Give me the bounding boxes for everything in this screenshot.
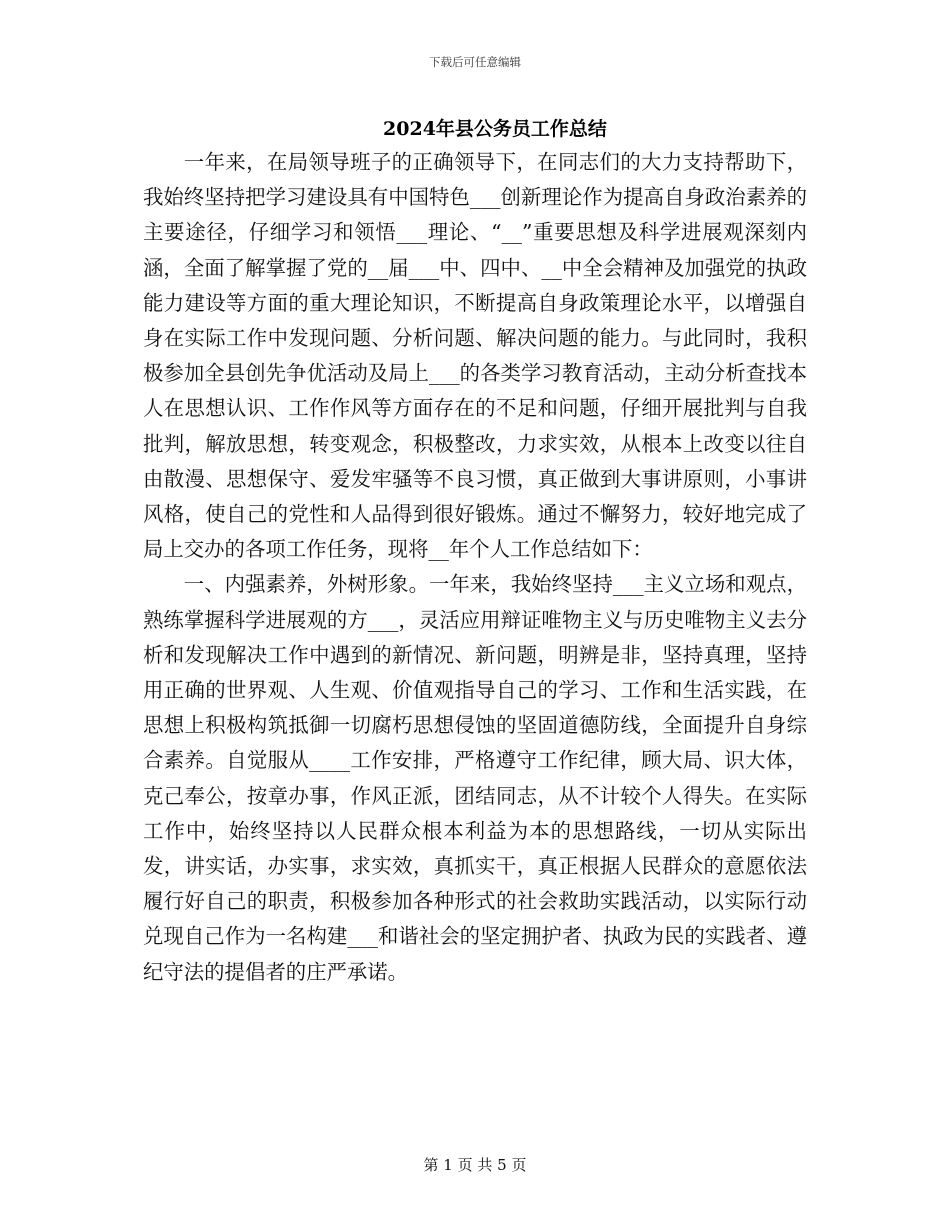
document-body	[143, 145, 807, 990]
paragraph-intro: 一年来，在局领导班子的正确领导下，在同志们的大力支持帮助下，我始终坚持把学习建设具有中国特色___创新理论作为提高自身政治素养的主要途径，仔细学习和领悟___理论、“__”重要思想及科学进展观深刻内涵，全面了解掌握了党的__届___中、四中、__中全会精神及加强党的执政能力建设等方面的重大理论知识，不断提高自身政策理论水平，以增强自身在实际工作中发现问题、分析问题、解决问题的能力。与此同时，我积极参加全县创先争优活动及局上___的各类学习教育活动，主动分析查找本人在思想认识、工作作风等方面存在的不足和问题，仔细开展批判与自我批判，解放思想，转变观念，积极整改，力求实效，从根本上改变以往自由散漫、思想保守、爱发牢骚等不良习惯，真正做到大事讲原则，小事讲风格，使自己的党性和人品得到很好锻炼。通过不懈努力，较好地完成了局上交办的各项工作任务，现将__年个人工作总结如下：	[143, 150, 807, 562]
header-note: 下载后可任意编辑	[429, 55, 521, 69]
document-title: 2024年县公务员工作总结	[383, 118, 607, 140]
page-number: 第 1 页 共 5 页	[423, 1156, 527, 1174]
paragraph-section-one: 一、内强素养，外树形象。一年来，我始终坚持___主义立场和观点，熟练掌握科学进展观的方___，灵活应用辩证唯物主义与历史唯物主义去分析和发现解决工作中遇到的新情况、新问题，明辨是非，坚持真理，坚持用正确的世界观、人生观、价值观指导自己的学习、工作和生活实践，在思想上积极构筑抵御一切腐朽思想侵蚀的坚固道德防线，全面提升自身综合素养。自觉服从____工作安排，严格遵守工作纪律，顾大局、识大体，克己奉公，按章办事，作风正派，团结同志，从不计较个人得失。在实际工作中，始终坚持以人民群众根本利益为本的思想路线，一切从实际出发，讲实话，办实事，求实效，真抓实干，真正根据人民群众的意愿依法履行好自己的职责，积极参加各种形式的社会救助实践活动，以实际行动兑现自己作为一名构建___和谐社会的坚定拥护者、执政为民的实践者、遵纪守法的提倡者的庄严承诺。	[143, 572, 807, 984]
